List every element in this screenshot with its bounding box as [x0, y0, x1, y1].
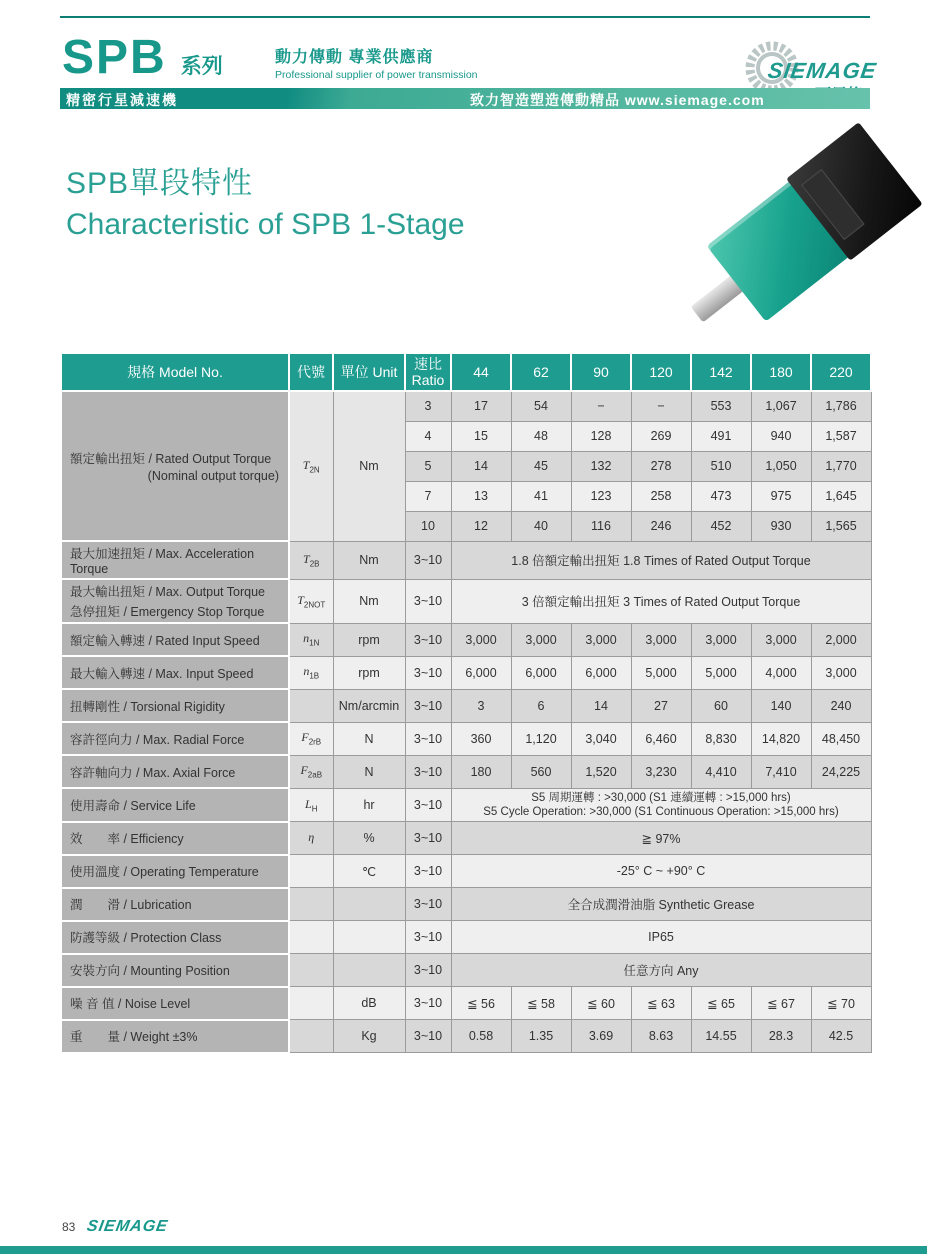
cell-spanned-value: IP65	[451, 921, 871, 954]
cell-spec-label: 潤 滑 / Lubrication	[61, 888, 289, 921]
cell-value: 3,040	[571, 722, 631, 755]
cell-ratio: 3~10	[405, 888, 451, 921]
page-number: 83	[62, 1220, 76, 1234]
cell-ratio: 3~10	[405, 1020, 451, 1053]
cell-ratio: 3~10	[405, 689, 451, 722]
table-row	[61, 788, 871, 822]
cell-ratio: 10	[405, 511, 451, 541]
cell-value: 123	[571, 481, 631, 511]
cell-unit	[333, 954, 405, 987]
cell-symbol-code: η	[289, 822, 333, 855]
cell-spanned-value: 1.8 倍額定輸出扭矩 1.8 Times of Rated Output Torque	[451, 541, 871, 579]
cell-value: 1,120	[511, 722, 571, 755]
cell-symbol-code	[289, 921, 333, 954]
header-frame-size: 44	[451, 353, 511, 391]
cell-unit: Nm	[333, 541, 405, 579]
cell-spec-label: 安裝方向 / Mounting Position	[61, 954, 289, 987]
cell-spec-label: 使用壽命 / Service Life	[61, 788, 289, 822]
cell-value: ≦ 58	[511, 987, 571, 1020]
cell-value: 1,565	[811, 511, 871, 541]
cell-value: 180	[451, 755, 511, 788]
cell-spec-label: 最大輸出扭矩 / Max. Output Torque 急停扭矩 / Emergency Stop Torque	[61, 579, 289, 623]
cell-symbol-code	[289, 855, 333, 888]
page-footer	[62, 1218, 168, 1236]
cell-value: 14	[571, 689, 631, 722]
cell-symbol-code	[289, 1020, 333, 1053]
header-banner	[60, 88, 870, 109]
cell-value: 930	[751, 511, 811, 541]
footer-brand-logo: SIEMAGE	[85, 1218, 170, 1235]
cell-value: 48,450	[811, 722, 871, 755]
gearbox-product-image	[648, 128, 898, 318]
cell-value: 6,000	[571, 656, 631, 689]
series-suffix: 系列	[180, 55, 223, 78]
cell-spec-label: 最大輸入轉速 / Max. Input Speed	[61, 656, 289, 689]
cell-value: 4,410	[691, 755, 751, 788]
cell-value: 258	[631, 481, 691, 511]
cell-unit: ℃	[333, 855, 405, 888]
page-title-zh: SPB單段特性	[66, 167, 254, 200]
header-code: 代號	[289, 353, 333, 391]
cell-symbol-code	[289, 888, 333, 921]
cell-value: 3,000	[631, 623, 691, 656]
series-name: SPB	[62, 31, 167, 84]
cell-unit	[333, 888, 405, 921]
cell-value: 17	[451, 391, 511, 421]
cell-value: 27	[631, 689, 691, 722]
cell-value: 6,000	[451, 656, 511, 689]
cell-value: 8,830	[691, 722, 751, 755]
cell-spanned-value: ≧ 97%	[451, 822, 871, 855]
cell-symbol-code: $F_{2rB}$	[289, 722, 333, 755]
cell-ratio: 3~10	[405, 788, 451, 822]
cell-ratio: 3~10	[405, 954, 451, 987]
cell-value: 128	[571, 421, 631, 451]
cell-spec-label: 容許軸向力 / Max. Axial Force	[61, 755, 289, 788]
cell-value: 3,000	[811, 656, 871, 689]
cell-value: 360	[451, 722, 511, 755]
top-rule-divider	[60, 16, 870, 18]
cell-unit: rpm	[333, 656, 405, 689]
cell-value: 1,770	[811, 451, 871, 481]
cell-value: 1,645	[811, 481, 871, 511]
table-row	[61, 921, 871, 954]
header-unit: 單位 Unit	[333, 353, 405, 391]
table-row	[61, 579, 871, 623]
cell-value: 269	[631, 421, 691, 451]
cell-ratio: 3~10	[405, 921, 451, 954]
cell-value: 1,050	[751, 451, 811, 481]
cell-value: 14.55	[691, 1020, 751, 1053]
cell-value: 240	[811, 689, 871, 722]
cell-spec-label: 噪 音 值 / Noise Level	[61, 987, 289, 1020]
cell-value: 41	[511, 481, 571, 511]
cell-value: ≦ 67	[751, 987, 811, 1020]
specification-table	[60, 352, 872, 1054]
table-row	[61, 755, 871, 788]
cell-value: 13	[451, 481, 511, 511]
table-row	[61, 391, 871, 421]
cell-symbol-code	[289, 987, 333, 1020]
cell-symbol-code: $T_{2N}$	[289, 391, 333, 541]
cell-spec-label: 使用溫度 / Operating Temperature	[61, 855, 289, 888]
cell-ratio: 3~10	[405, 987, 451, 1020]
cell-value: 116	[571, 511, 631, 541]
cell-value: ≦ 56	[451, 987, 511, 1020]
cell-ratio: 3~10	[405, 722, 451, 755]
cell-value: 3,000	[511, 623, 571, 656]
tagline-zh: 動力傳動 專業供應商	[275, 49, 434, 66]
cell-value: 6	[511, 689, 571, 722]
cell-value: 510	[691, 451, 751, 481]
company-tagline	[275, 44, 478, 81]
cell-value: 5,000	[631, 656, 691, 689]
cell-value: ≦ 65	[691, 987, 751, 1020]
cell-value: 3,000	[571, 623, 631, 656]
cell-value: −	[631, 391, 691, 421]
cell-value: 0.58	[451, 1020, 511, 1053]
cell-value: 28.3	[751, 1020, 811, 1053]
table-row	[61, 541, 871, 579]
cell-value: −	[571, 391, 631, 421]
cell-value: 491	[691, 421, 751, 451]
cell-unit: Nm	[333, 391, 405, 541]
header-frame-size: 142	[691, 353, 751, 391]
header-frame-size: 120	[631, 353, 691, 391]
cell-ratio: 3	[405, 391, 451, 421]
header-model-no: 規格 Model No.	[61, 353, 289, 391]
cell-value: 60	[691, 689, 751, 722]
cell-symbol-code: $L_H$	[289, 788, 333, 822]
cell-value: 132	[571, 451, 631, 481]
cell-spec-label: 額定輸出扭矩 / Rated Output Torque (Nominal output torque)	[61, 391, 289, 541]
cell-value: 6,460	[631, 722, 691, 755]
header-frame-size: 90	[571, 353, 631, 391]
table-row	[61, 855, 871, 888]
cell-value: 140	[751, 689, 811, 722]
banner-product-category: 精密行星減速機	[66, 92, 178, 108]
cell-unit: N	[333, 755, 405, 788]
cell-value: 14	[451, 451, 511, 481]
table-row	[61, 689, 871, 722]
cell-unit: %	[333, 822, 405, 855]
table-row	[61, 623, 871, 656]
cell-value: 4,000	[751, 656, 811, 689]
cell-symbol-code: $n_{1N}$	[289, 623, 333, 656]
cell-unit: dB	[333, 987, 405, 1020]
cell-value: 3,000	[751, 623, 811, 656]
cell-spanned-value: 任意方向 Any	[451, 954, 871, 987]
tagline-en: Professional supplier of power transmission	[275, 69, 478, 81]
cell-value: 553	[691, 391, 751, 421]
cell-value: ≦ 60	[571, 987, 631, 1020]
cell-symbol-code: $n_{1B}$	[289, 656, 333, 689]
cell-spanned-value: 全合成潤滑油脂 Synthetic Grease	[451, 888, 871, 921]
table-row	[61, 1020, 871, 1053]
cell-unit: Nm	[333, 579, 405, 623]
cell-ratio: 3~10	[405, 855, 451, 888]
table-row	[61, 888, 871, 921]
cell-unit: rpm	[333, 623, 405, 656]
cell-spec-label: 額定輸入轉速 / Rated Input Speed	[61, 623, 289, 656]
cell-value: 1,520	[571, 755, 631, 788]
cell-value: 1,587	[811, 421, 871, 451]
cell-value: 3.69	[571, 1020, 631, 1053]
cell-value: 975	[751, 481, 811, 511]
cell-value: 14,820	[751, 722, 811, 755]
table-row	[61, 954, 871, 987]
cell-value: 560	[511, 755, 571, 788]
table-row	[61, 987, 871, 1020]
cell-unit: N	[333, 722, 405, 755]
cell-value: 6,000	[511, 656, 571, 689]
cell-value: 40	[511, 511, 571, 541]
cell-value: 24,225	[811, 755, 871, 788]
page-title-en: Characteristic of SPB 1-Stage	[66, 208, 465, 241]
cell-value: 452	[691, 511, 751, 541]
page-title	[66, 158, 465, 242]
cell-value: 2,000	[811, 623, 871, 656]
series-brand	[62, 31, 223, 84]
cell-symbol-code	[289, 954, 333, 987]
table-header-row	[61, 353, 871, 391]
logo-wordmark: SIEMAGE	[766, 58, 879, 83]
table-row	[61, 656, 871, 689]
header-ratio: 速比 Ratio	[405, 353, 451, 391]
cell-symbol-code: $F_{2aB}$	[289, 755, 333, 788]
cell-spec-label: 扭轉剛性 / Torsional Rigidity	[61, 689, 289, 722]
cell-unit: Kg	[333, 1020, 405, 1053]
cell-value: ≦ 70	[811, 987, 871, 1020]
cell-value: 3,000	[691, 623, 751, 656]
banner-slogan-and-url: 致力智造塑造傳動精品 www.siemage.com	[470, 92, 765, 108]
cell-unit: hr	[333, 788, 405, 822]
cell-value: 1,786	[811, 391, 871, 421]
cell-unit: Nm/arcmin	[333, 689, 405, 722]
cell-value: 278	[631, 451, 691, 481]
cell-value: 473	[691, 481, 751, 511]
cell-ratio: 3~10	[405, 541, 451, 579]
cell-symbol-code: $T_{2NOT}$	[289, 579, 333, 623]
header-frame-size: 220	[811, 353, 871, 391]
cell-value: 15	[451, 421, 511, 451]
header-frame-size: 62	[511, 353, 571, 391]
cell-value: 54	[511, 391, 571, 421]
cell-ratio: 3~10	[405, 623, 451, 656]
cell-value: 7,410	[751, 755, 811, 788]
cell-spanned-value: S5 周期運轉 : >30,000 (S1 連續運轉 : >15,000 hrs) S5 Cycle Operation: >30,000 (S1 Continuous Operation: >15,000 hrs)	[451, 788, 871, 822]
spec-table-body	[61, 391, 871, 1053]
bottom-accent-bar	[0, 1246, 927, 1254]
cell-ratio: 3~10	[405, 656, 451, 689]
cell-value: 246	[631, 511, 691, 541]
cell-value: 1.35	[511, 1020, 571, 1053]
cell-spec-label: 容許徑向力 / Max. Radial Force	[61, 722, 289, 755]
cell-symbol-code	[289, 689, 333, 722]
cell-value: 3,230	[631, 755, 691, 788]
cell-spec-label: 防護等級 / Protection Class	[61, 921, 289, 954]
cell-ratio: 4	[405, 421, 451, 451]
cell-value: 45	[511, 451, 571, 481]
cell-unit	[333, 921, 405, 954]
cell-value: 3,000	[451, 623, 511, 656]
cell-value: 3	[451, 689, 511, 722]
cell-value: ≦ 63	[631, 987, 691, 1020]
cell-value: 12	[451, 511, 511, 541]
cell-ratio: 7	[405, 481, 451, 511]
cell-ratio: 3~10	[405, 579, 451, 623]
cell-value: 5,000	[691, 656, 751, 689]
cell-spanned-value: -25° C ~ +90° C	[451, 855, 871, 888]
cell-ratio: 5	[405, 451, 451, 481]
cell-symbol-code: $T_{2B}$	[289, 541, 333, 579]
cell-value: 8.63	[631, 1020, 691, 1053]
cell-value: 48	[511, 421, 571, 451]
cell-ratio: 3~10	[405, 755, 451, 788]
cell-value: 42.5	[811, 1020, 871, 1053]
cell-spanned-value: 3 倍額定輸出扭矩 3 Times of Rated Output Torque	[451, 579, 871, 623]
cell-value: 940	[751, 421, 811, 451]
cell-ratio: 3~10	[405, 822, 451, 855]
cell-spec-label: 最大加速扭矩 / Max. Acceleration Torque	[61, 541, 289, 579]
table-row	[61, 722, 871, 755]
cell-spec-label: 重 量 / Weight ±3%	[61, 1020, 289, 1053]
cell-spec-label: 效 率 / Efficiency	[61, 822, 289, 855]
header-frame-size: 180	[751, 353, 811, 391]
cell-value: 1,067	[751, 391, 811, 421]
table-row	[61, 822, 871, 855]
